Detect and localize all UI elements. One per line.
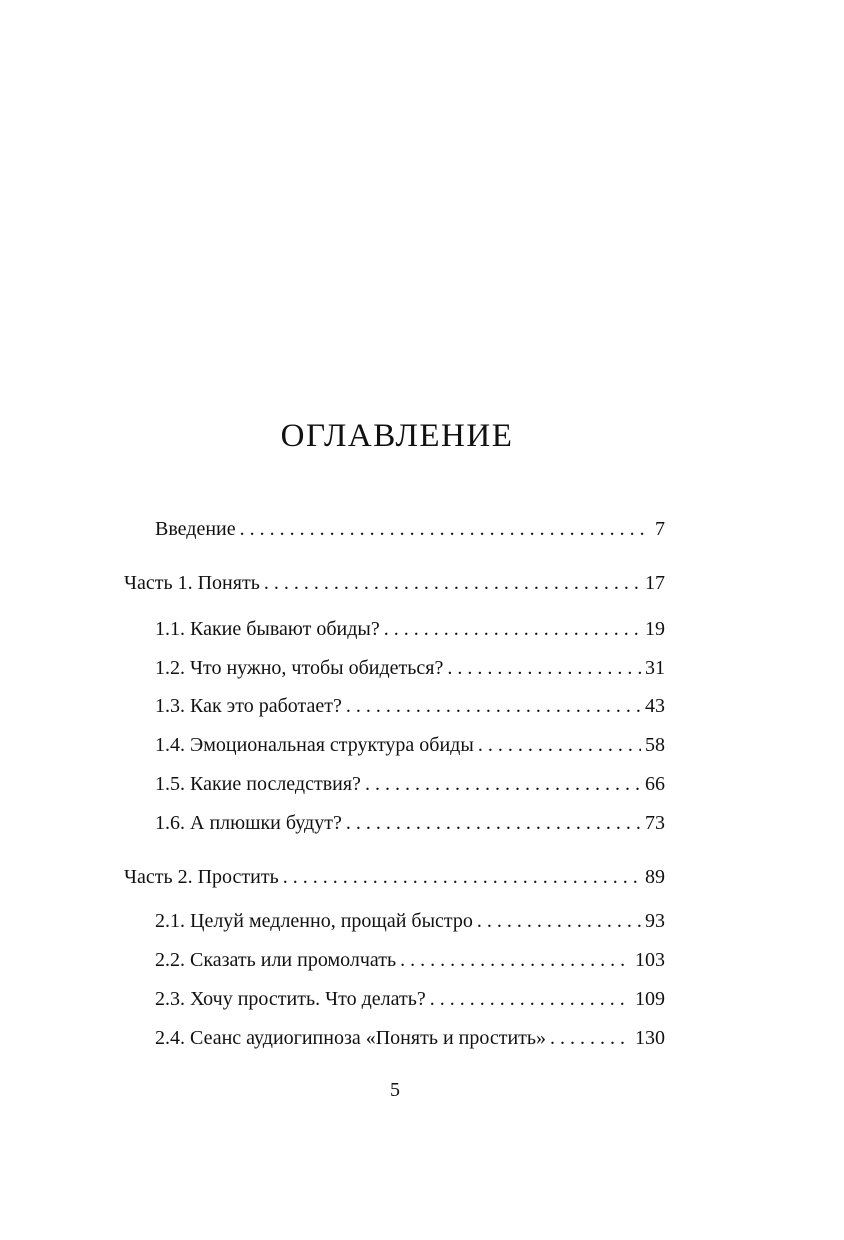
toc-entry-part-2[interactable] <box>124 863 665 891</box>
toc-entry-page: 89 <box>645 866 665 888</box>
toc-entry-label: Часть 1. Понять <box>124 572 260 594</box>
dot-leader <box>477 907 641 935</box>
toc-entry-1-3[interactable] <box>155 692 665 720</box>
toc-entry-page: 17 <box>645 572 665 594</box>
toc-entry-label: 1.5. Какие последствия? <box>155 773 361 795</box>
dot-leader <box>478 731 641 759</box>
toc-entry-page: 73 <box>645 812 665 834</box>
toc-entry-page: 103 <box>635 949 665 971</box>
toc-entry-label: 1.1. Какие бывают обиды? <box>155 618 380 640</box>
toc-entry-label: 1.3. Как это работает? <box>155 695 342 717</box>
toc-entry-page: 58 <box>645 734 665 756</box>
toc-entry-page: 19 <box>645 618 665 640</box>
toc-entry-label: 1.4. Эмоциональная структура обиды <box>155 734 474 756</box>
toc-entry-2-3[interactable] <box>155 985 665 1013</box>
toc-entry-label: 2.2. Сказать или промолчать <box>155 949 397 971</box>
dot-leader <box>400 946 631 974</box>
toc-entry-page: 109 <box>635 988 665 1010</box>
toc-entry-label: 1.2. Что нужно, чтобы обидеться? <box>155 657 444 679</box>
toc-entry-2-4[interactable] <box>155 1024 665 1052</box>
toc-entry-label: Введение <box>155 518 236 540</box>
toc-entry-2-2[interactable] <box>155 946 665 974</box>
toc-entry-page: 31 <box>645 657 665 679</box>
toc-entry-label: 2.3. Хочу простить. Что делать? <box>155 988 426 1010</box>
toc-entry-label: 2.4. Сеанс аудиогипноза «Понять и простить» <box>155 1027 547 1049</box>
toc-entry-1-4[interactable] <box>155 731 665 759</box>
dot-leader <box>550 1024 631 1052</box>
dot-leader <box>240 515 651 543</box>
toc-entry-introduction[interactable] <box>155 515 665 543</box>
toc-entry-1-5[interactable] <box>155 770 665 798</box>
toc-entry-1-6[interactable] <box>155 809 665 837</box>
toc-title: ОГЛАВЛЕНИЕ <box>280 418 514 454</box>
dot-leader <box>430 985 631 1013</box>
toc-entry-1-1[interactable] <box>155 615 665 643</box>
dot-leader <box>365 770 641 798</box>
dot-leader <box>283 863 641 891</box>
toc-entry-1-2[interactable] <box>155 654 665 682</box>
toc-entry-page: 93 <box>645 910 665 932</box>
toc-entry-label: 1.6. А плюшки будут? <box>155 812 342 834</box>
toc-entry-page: 66 <box>645 773 665 795</box>
dot-leader <box>264 569 641 597</box>
toc-entry-page: 130 <box>635 1027 665 1049</box>
dot-leader <box>346 809 641 837</box>
page-number: 5 <box>390 1079 400 1101</box>
toc-entry-label: 2.1. Целуй медленно, прощай быстро <box>155 910 473 932</box>
toc-entry-2-1[interactable] <box>155 907 665 935</box>
toc-entry-page: 7 <box>655 518 665 540</box>
dot-leader <box>346 692 641 720</box>
toc-entry-part-1[interactable] <box>124 569 665 597</box>
toc-entry-label: Часть 2. Простить <box>124 866 279 888</box>
dot-leader <box>447 654 641 682</box>
toc-entry-page: 43 <box>645 695 665 717</box>
dot-leader <box>384 615 641 643</box>
